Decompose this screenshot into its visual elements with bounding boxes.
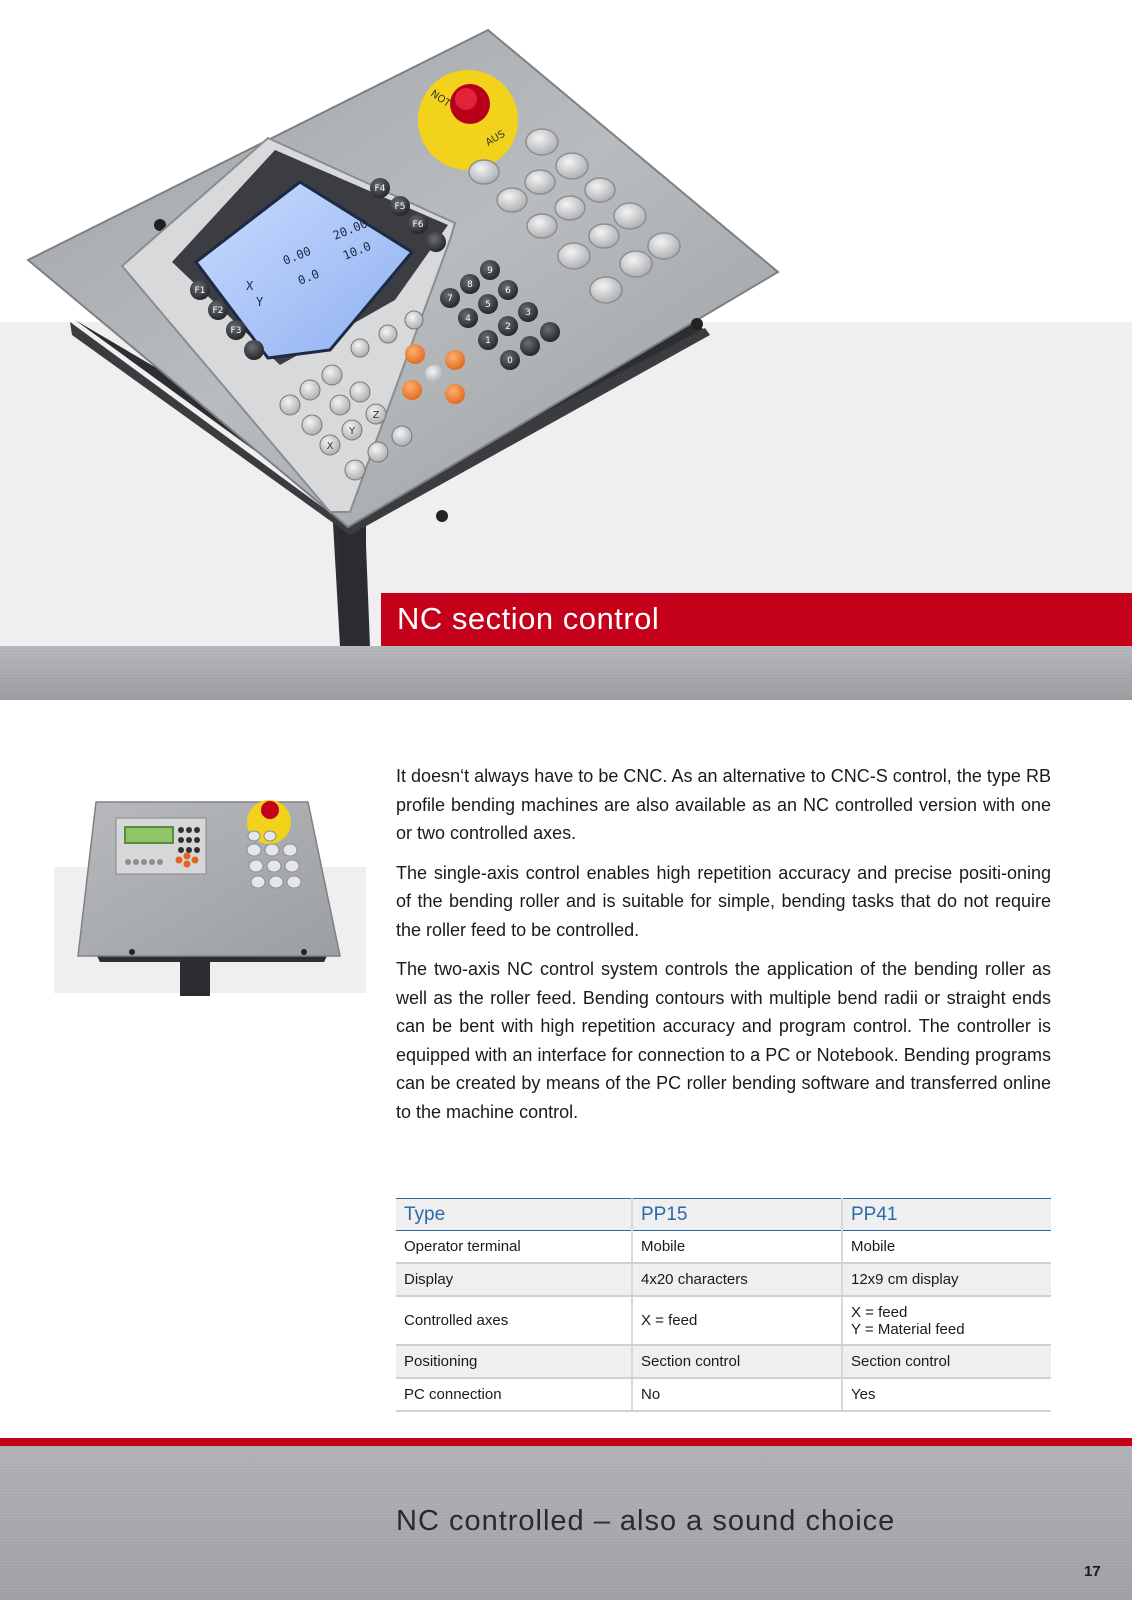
svg-text:0.00: 0.00 [280,243,313,268]
table-cell [842,1296,1051,1345]
svg-text:Z: Z [372,410,380,421]
table-row [396,1231,1051,1264]
paragraph-3: The two-axis NC control system controls the application of the bending roller as well as the roller feed. Bending contours with multiple bend radii or straight ends can be bent with high repetition accuracy and program control. The controller is equipped with an interface for connection to a PC or Notebook. Bending programs can be created by means of the PC roller bending software and transferred online to the machine control. [396,959,1051,1122]
enter-key-left [244,340,264,360]
spec-table [396,1198,1051,1412]
table-cell: Operator terminal [396,1231,632,1264]
svg-text:X: X [326,441,334,452]
brushed-metal-band [0,646,1132,700]
table-cell: 4x20 characters [632,1263,842,1296]
svg-text:4: 4 [465,314,471,324]
table-cell: PC connection [396,1378,632,1411]
table-cell-line: X = feed [851,1303,908,1321]
pp15-control-panel-image [54,800,366,996]
svg-text:5: 5 [485,300,491,310]
svg-text:F3: F3 [230,326,242,336]
table-cell: Yes [842,1378,1051,1411]
section-title: NC section control [397,601,660,636]
table-row [396,1296,1051,1345]
table-header-row [396,1199,1051,1231]
svg-text:X: X [246,279,254,293]
table-cell: No [632,1378,842,1411]
paragraph-2: The single-axis control enables high repetition accuracy and precise positi-oning of the bending roller and is suitable for simple, bending tasks that do not require the roller feed to be controlled. [396,862,1051,940]
svg-text:0: 0 [507,356,513,366]
svg-text:6: 6 [505,286,511,296]
svg-text:3: 3 [525,308,531,318]
svg-text:9: 9 [487,266,493,276]
svg-text:2: 2 [505,322,511,332]
svg-text:10.0: 10.0 [340,238,373,263]
header-type: Type [396,1199,632,1231]
svg-text:F2: F2 [212,306,224,316]
svg-text:0.0: 0.0 [295,266,322,288]
svg-text:7: 7 [447,294,453,304]
table-cell-line: Y = Material feed [851,1320,965,1338]
svg-text:F1: F1 [194,286,206,296]
table-cell: Positioning [396,1345,632,1378]
svg-text:20.00: 20.00 [330,216,370,243]
svg-text:NOT: NOT [428,88,453,110]
enter-key-right [426,232,446,252]
svg-text:F4: F4 [374,184,386,194]
svg-text:1: 1 [485,336,491,346]
table-cell: X = feed [632,1296,842,1345]
table-row [396,1378,1051,1411]
header-pp15: PP15 [632,1199,842,1231]
svg-text:Y: Y [348,426,356,437]
table-cell: Mobile [632,1231,842,1264]
table-row [396,1263,1051,1296]
paragraph-1: It doesn‘t always have to be CNC. As an alternative to CNC-S control, the type RB profile bending machines are also available as an NC controlled version with one or two controlled axes. [396,766,1051,843]
footer-red-stripe [0,1438,1132,1446]
svg-text:AUS: AUS [484,128,508,149]
table-cell: Section control [842,1345,1051,1378]
body-text [396,762,1051,1137]
header-pp41: PP41 [842,1199,1051,1231]
svg-text:8: 8 [467,280,473,290]
table-row [396,1345,1051,1378]
table-cell: Mobile [842,1231,1051,1264]
svg-text:Y: Y [256,295,264,309]
table-cell: Section control [632,1345,842,1378]
svg-text:F5: F5 [394,202,406,212]
page-number: 17 [1084,1563,1101,1580]
table-cell: Display [396,1263,632,1296]
footer-title: NC controlled – also a sound choice [396,1505,896,1537]
emergency-stop-button [418,70,518,170]
svg-text:F6: F6 [412,220,424,230]
table-cell: 12x9 cm display [842,1263,1051,1296]
table-cell: Controlled axes [396,1296,632,1345]
